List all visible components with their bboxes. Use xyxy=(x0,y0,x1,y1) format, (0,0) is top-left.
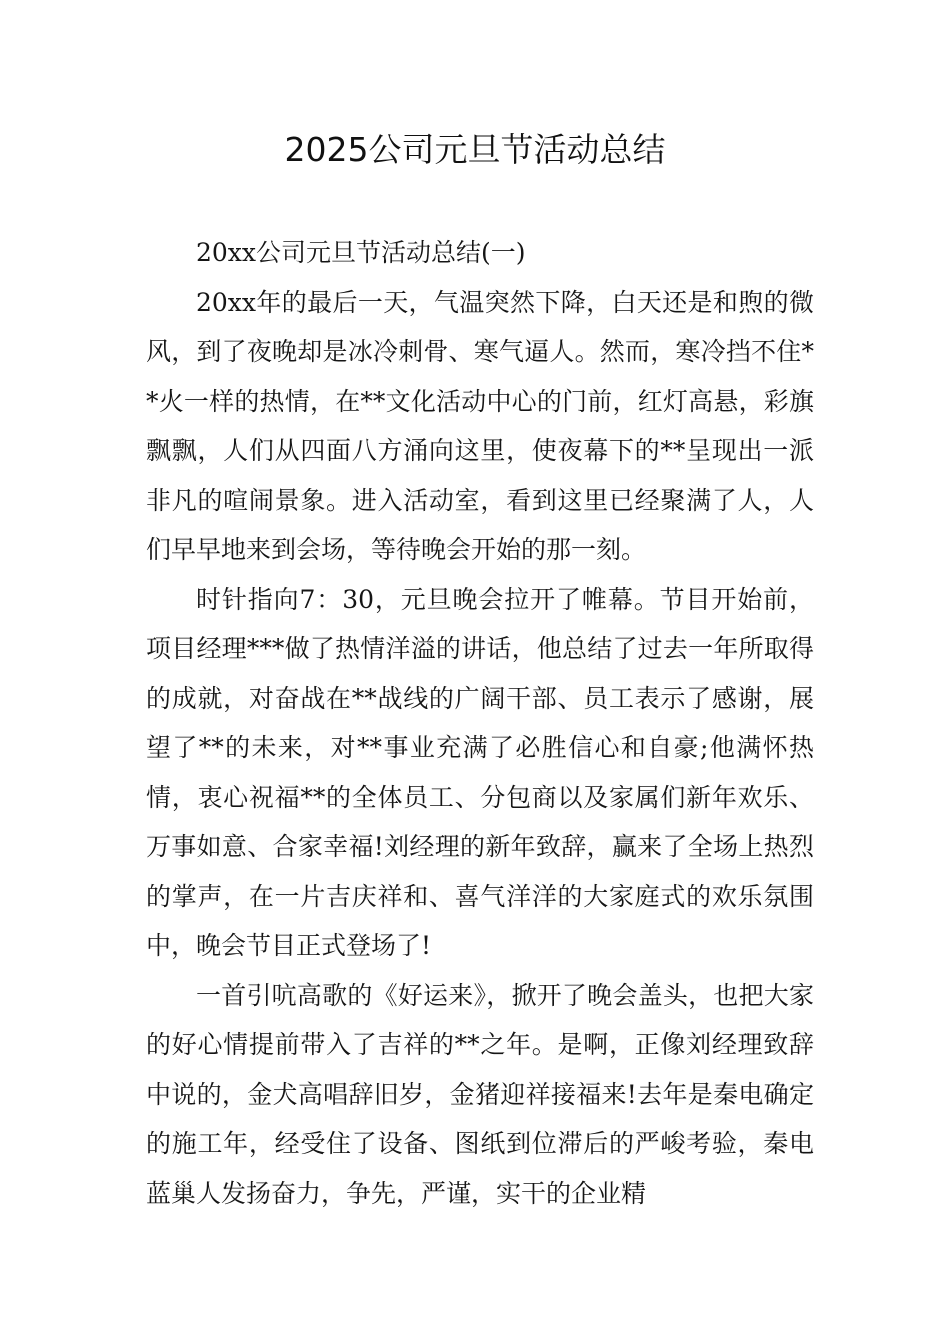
paragraph: 一首引吭高歌的《好运来》，掀开了晚会盖头，也把大家的好心情提前带入了吉祥的**之年。是啊，正像刘经理致辞中说的，金犬高唱辞旧岁，金猪迎祥接福来!去年是秦电确定的施工年，经受住了设备、图纸到位滞后的严峻考验，秦电蓝巢人发扬奋力，争先，严谨，实干的企业精 xyxy=(146,980,814,1208)
paragraph: 时针指向7：30，元旦晚会拉开了帷幕。节目开始前，项目经理***做了热情洋溢的讲话，他总结了过去一年所取得的成就，对奋战在**战线的广阔干部、员工表示了感谢，展望了**的未来，对**事业充满了必胜信心和自豪;他满怀热情，衷心祝福**的全体员工、分包商以及家属们新年欢乐、万事如意、合家幸福!刘经理的新年致辞，赢来了全场上热烈的掌声，在一片吉庆祥和、喜气洋洋的大家庭式的欢乐氛围中，晚会节目正式登场了! xyxy=(146,584,814,960)
document-title: 2025公司元旦节活动总结 xyxy=(284,130,666,169)
paragraph: 20xx年的最后一天，气温突然下降，白天还是和煦的微风，到了夜晚却是冰冷刺骨、寒气逼人。然而，寒冷挡不住**火一样的热情，在**文化活动中心的门前，红灯高悬，彩旗飘飘，人们从四面八方涌向这里，使夜幕下的**呈现出一派非凡的喧闹景象。进入活动室，看到这里已经聚满了人，人们早早地来到会场，等待晚会开始的那一刻。 xyxy=(146,287,814,564)
section-heading: 20xx公司元旦节活动总结(一) xyxy=(196,238,526,267)
document-body xyxy=(146,228,814,1218)
